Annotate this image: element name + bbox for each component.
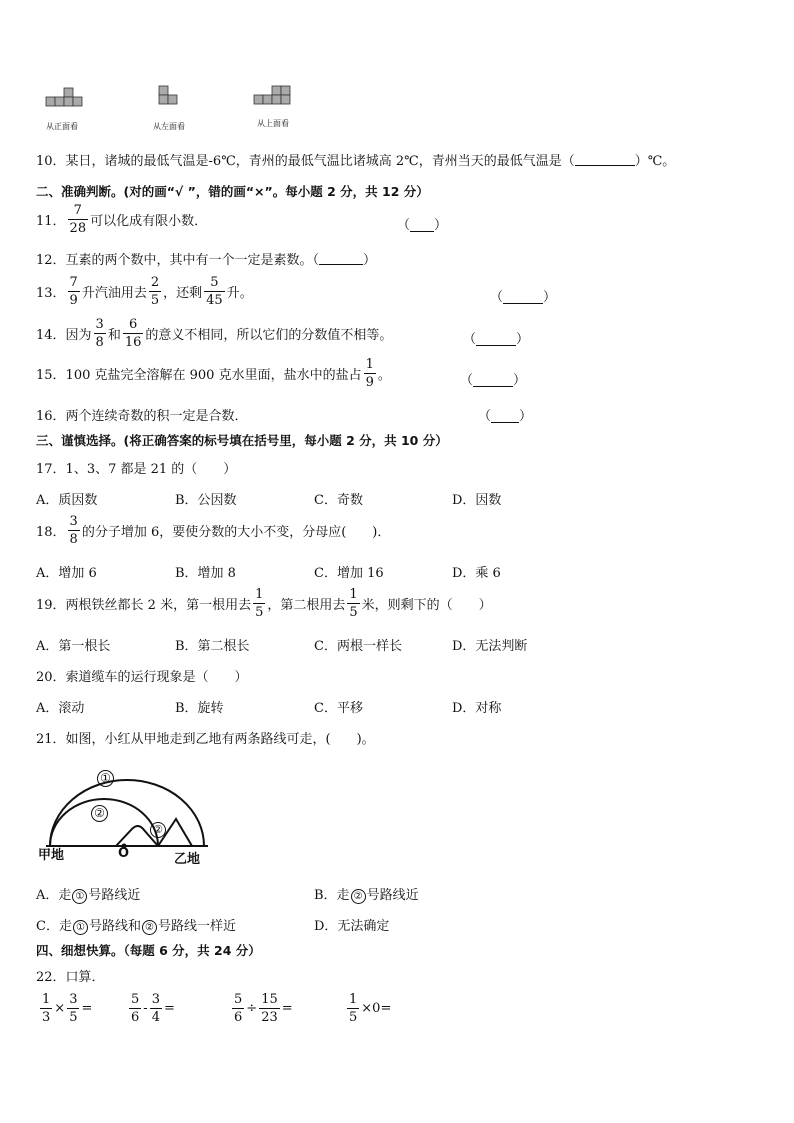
- denominator: 5: [349, 1010, 358, 1025]
- question-number: 13．: [36, 286, 66, 301]
- option-d[interactable]: D．乘 6: [452, 566, 501, 581]
- option-d[interactable]: D．对称: [452, 701, 502, 716]
- start-label: 甲地: [38, 848, 65, 863]
- question-19: [36, 588, 492, 619]
- text: 升。: [226, 286, 253, 301]
- section-4-heading: 四、细想快算。（每题 6 分，共 24 分）: [36, 943, 261, 958]
- option-text: B．走: [314, 888, 350, 903]
- calc-item-4: [345, 993, 391, 1024]
- view-top-figure: [252, 84, 302, 114]
- denominator: 5: [349, 605, 358, 620]
- question-16-text: 16．两个连续奇数的积一定是合数．: [36, 409, 248, 424]
- option-c[interactable]: [36, 915, 236, 935]
- calc-item-2: [127, 993, 175, 1024]
- answer-paren[interactable]: [460, 369, 526, 388]
- equals: =: [281, 1001, 293, 1016]
- question-20: 20．索道缆车的运行现象是（ ）: [36, 670, 248, 685]
- route-figure: [36, 764, 216, 867]
- denominator: 5: [69, 1010, 78, 1025]
- view-top-caption: 从上面看: [257, 119, 289, 128]
- operator: ×: [54, 1001, 66, 1016]
- view-front-figure: [40, 86, 90, 114]
- numerator: 2: [150, 275, 160, 290]
- answer-paren[interactable]: [478, 405, 532, 424]
- paren-left: （: [490, 290, 504, 305]
- text: 和: [107, 328, 121, 343]
- denominator: 16: [124, 335, 142, 350]
- fraction: [129, 993, 141, 1024]
- denominator: 6: [234, 1010, 243, 1025]
- answer-blank[interactable]: [319, 253, 363, 265]
- option-text: 号路线近: [88, 888, 141, 903]
- fraction: [40, 993, 52, 1024]
- answer-blank[interactable]: [491, 411, 519, 423]
- numerator: 5: [131, 992, 140, 1007]
- denominator: 3: [42, 1010, 51, 1025]
- fraction: [123, 318, 144, 349]
- text: 19．两根铁丝都长 2 米，第一根用去: [36, 598, 252, 613]
- option-b[interactable]: B．公因数: [175, 493, 237, 508]
- option-a[interactable]: A．第一根长: [36, 639, 111, 654]
- numerator: 3: [95, 317, 104, 332]
- section-3-heading: 三、谨慎选择。(将正确答案的标号填在括号里，每小题 2 分，共 10 分）: [36, 433, 448, 448]
- paren-left: （: [460, 373, 474, 388]
- numerator: 1: [349, 587, 358, 602]
- numerator: 5: [210, 275, 219, 290]
- paren-left: （: [397, 218, 411, 233]
- fraction: [259, 993, 280, 1024]
- answer-blank[interactable]: [476, 334, 516, 346]
- option-c[interactable]: C．奇数: [314, 493, 363, 508]
- paren-left: （: [463, 332, 477, 347]
- question-21: 21．如图，小红从甲地走到乙地有两条路线可走，( )。: [36, 732, 375, 747]
- fraction: [253, 588, 265, 619]
- answer-blank[interactable]: [410, 220, 434, 232]
- fraction: [68, 204, 89, 235]
- question-22: 22．口算．: [36, 970, 105, 985]
- calc-item-1: [38, 993, 92, 1024]
- denominator: 5: [150, 293, 160, 308]
- paren-right: ）: [516, 332, 530, 347]
- answer-paren[interactable]: [490, 286, 556, 305]
- denominator: 9: [365, 375, 374, 390]
- view-left-caption: 从左面看: [153, 122, 185, 131]
- question-18-text: 的分子增加 6，要使分数的大小不变，分母应( )．: [81, 525, 391, 540]
- section-2-heading: 二、准确判断。(对的画“√ ”，错的画“×”。每小题 2 分，共 12 分）: [36, 184, 429, 199]
- numerator: 5: [234, 992, 243, 1007]
- route-1-label: ①: [97, 770, 114, 787]
- numerator: 6: [128, 317, 138, 332]
- option-d[interactable]: D．无法判断: [452, 639, 528, 654]
- question-10-text: 10．某日，诸城的最低气温是-6℃，青州的最低气温比诸城高 2℃，青州当天的最低气温是（: [36, 154, 575, 169]
- fraction: [67, 993, 79, 1024]
- option-text: 号路线近: [366, 888, 419, 903]
- option-text: C．走: [36, 919, 72, 934]
- center-label: O: [118, 846, 130, 861]
- question-12: [36, 249, 376, 268]
- numerator: 1: [349, 992, 358, 1007]
- text: 。: [377, 368, 391, 383]
- operator: -: [143, 1001, 148, 1016]
- route-2-label-small: ②: [150, 822, 166, 838]
- option-b[interactable]: B．旋转: [175, 701, 224, 716]
- question-number: 18．: [36, 525, 66, 540]
- option-a[interactable]: [36, 884, 140, 904]
- numerator: 1: [42, 992, 51, 1007]
- route-2-symbol: ②: [142, 920, 157, 935]
- denominator: 23: [261, 1010, 278, 1025]
- paren-right: ）: [519, 409, 533, 424]
- paren-right: ）: [363, 253, 377, 268]
- paren-right: ）: [543, 290, 557, 305]
- option-a[interactable]: A．滚动: [36, 701, 85, 716]
- route-2-label: ②: [91, 805, 108, 822]
- text: ，还剩: [163, 286, 203, 301]
- option-text: 号路线一样近: [157, 919, 236, 934]
- denominator: 28: [69, 221, 87, 236]
- denominator: 45: [206, 293, 223, 308]
- answer-paren[interactable]: [463, 328, 529, 347]
- option-b[interactable]: [314, 884, 419, 904]
- question-15-text: 15．100 克盐完全溶解在 900 克水里面，盐水中的盐占: [36, 368, 362, 383]
- option-b[interactable]: B．第二根长: [175, 639, 250, 654]
- route-1-symbol: ①: [73, 920, 88, 935]
- option-d[interactable]: D．因数: [452, 493, 502, 508]
- denominator: 9: [69, 293, 78, 308]
- equals: =: [163, 1001, 175, 1016]
- paren-left: （: [478, 409, 492, 424]
- fraction: [347, 993, 359, 1024]
- denominator: 5: [255, 605, 264, 620]
- text: 米，则剩下的（ ）: [361, 598, 492, 613]
- calc-item-3: [230, 993, 293, 1024]
- fraction: [94, 318, 106, 349]
- view-top: [252, 84, 302, 118]
- question-17: 17．1、3、7 都是 21 的（ ）: [36, 462, 237, 477]
- fraction: [68, 276, 80, 307]
- option-text: 号路线和: [88, 919, 141, 934]
- denominator: 8: [69, 532, 78, 547]
- option-d[interactable]: D．无法确定: [314, 919, 390, 934]
- option-c[interactable]: C．两根一样长: [314, 639, 402, 654]
- numerator: 7: [69, 275, 78, 290]
- denominator: 8: [95, 335, 104, 350]
- answer-blank[interactable]: [503, 292, 543, 304]
- fraction: [150, 993, 162, 1024]
- option-c[interactable]: C．平移: [314, 701, 363, 716]
- numerator: 15: [261, 992, 278, 1007]
- question-11: [36, 204, 207, 235]
- question-18: [36, 515, 390, 546]
- question-11-text: 可以化成有限小数．: [90, 214, 208, 229]
- operator: ÷: [246, 1001, 258, 1016]
- end-label: 乙地: [174, 852, 201, 867]
- text: ，第二根用去: [267, 598, 346, 613]
- operator: ×0=: [361, 1001, 392, 1016]
- question-14: [36, 318, 392, 349]
- numerator: 1: [365, 357, 374, 372]
- question-10: [36, 150, 675, 169]
- option-a[interactable]: A．增加 6: [36, 566, 97, 581]
- answer-blank[interactable]: [473, 375, 513, 387]
- numerator: 7: [73, 203, 82, 218]
- question-12-text: 12．互素的两个数中，其中有一个一定是素数。（: [36, 253, 320, 268]
- text: 的意义不相同，所以它们的分数值不相等。: [145, 328, 393, 343]
- view-left: [155, 84, 185, 118]
- view-left-figure: [155, 84, 185, 114]
- question-16: [36, 405, 248, 424]
- view-front-caption: 从正面看: [46, 122, 78, 131]
- option-text: A．走: [36, 888, 72, 903]
- numerator: 3: [69, 992, 78, 1007]
- denominator: 6: [131, 1010, 140, 1025]
- fraction: [204, 276, 225, 307]
- numerator: 1: [255, 587, 264, 602]
- denominator: 4: [151, 1010, 160, 1025]
- paren-right: ）: [434, 218, 448, 233]
- answer-blank[interactable]: [575, 154, 635, 166]
- option-a[interactable]: A．质因数: [36, 493, 98, 508]
- question-10-tail: ）℃。: [634, 154, 676, 169]
- view-front: [40, 86, 90, 118]
- fraction: [68, 515, 80, 546]
- paren-right: ）: [513, 373, 527, 388]
- question-number: 14．因为: [36, 328, 92, 343]
- option-c[interactable]: C．增加 16: [314, 566, 384, 581]
- fraction: [149, 276, 161, 307]
- question-13: [36, 276, 253, 307]
- numerator: 3: [69, 514, 78, 529]
- route-1-symbol: ①: [72, 889, 87, 904]
- answer-paren[interactable]: [397, 214, 447, 233]
- fraction: [347, 588, 359, 619]
- option-b[interactable]: B．增加 8: [175, 566, 236, 581]
- question-number: 11．: [36, 214, 66, 229]
- equals: =: [81, 1001, 93, 1016]
- text: 升汽油用去: [81, 286, 147, 301]
- fraction: [232, 993, 244, 1024]
- route-2-symbol: ②: [351, 889, 366, 904]
- numerator: 3: [151, 992, 160, 1007]
- fraction: [364, 358, 376, 389]
- question-15: [36, 358, 391, 389]
